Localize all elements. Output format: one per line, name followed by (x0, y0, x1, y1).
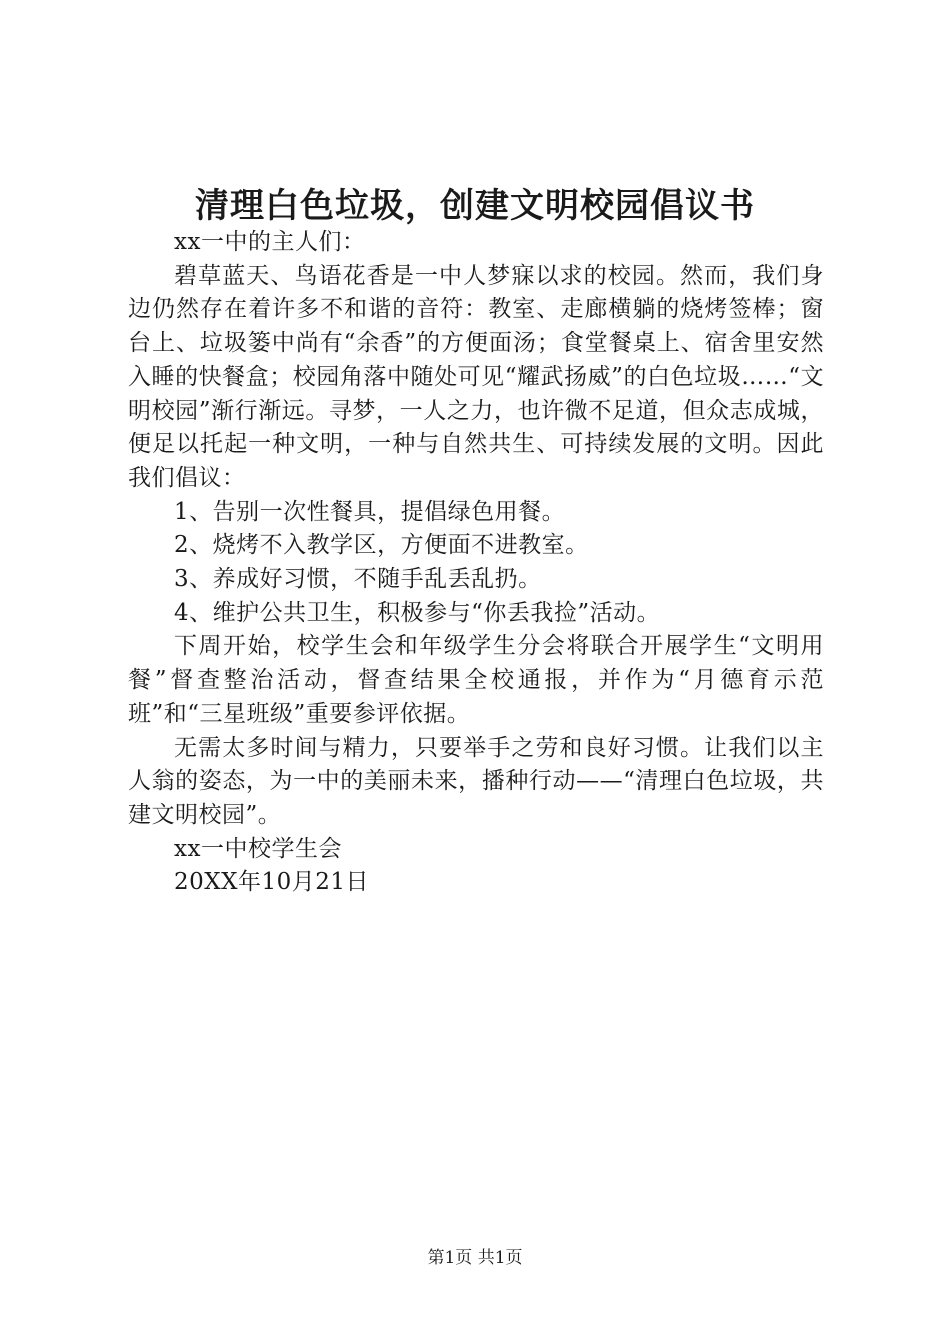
body-paragraph: 碧草蓝天、鸟语花香是一中人梦寐以求的校园。然而，我们身边仍然存在着许多不和谐的音符：教室、走廊横躺的烧烤签棒；窗台上、垃圾篓中尚有“余香”的方便面汤；食堂餐桌上、宿舍里安然入睡的快餐盒；校园角落中随处可见“耀武扬威”的白色垃圾……“文明校园”渐行渐远。寻梦，一人之力，也许微不足道，但众志成城，便足以托起一种文明，一种与自然共生、可持续发展的文明。因此我们倡议： (128, 262, 824, 491)
document-body (128, 226, 824, 900)
page-number: 第1页 共1页 (427, 1248, 523, 1268)
greeting: xx一中的主人们： (174, 229, 366, 255)
proposal-item: 1、告别一次性餐具，提倡绿色用餐。 (174, 498, 566, 525)
body-paragraph: 下周开始，校学生会和年级学生分会将联合开展学生“文明用餐”督查整治活动，督查结果全校通报，并作为“月德育示范班”和“三星班级”重要参评依据。 (128, 633, 824, 727)
document-title: 清理白色垃圾，创建文明校园倡议书 (195, 186, 755, 226)
proposal-item: 3、养成好习惯，不随手乱丢乱扔。 (174, 566, 542, 593)
proposal-item: 2、烧烤不入教学区，方便面不进教室。 (174, 532, 589, 559)
proposal-item: 4、维护公共卫生，积极参与“你丢我捡”活动。 (174, 599, 661, 626)
body-paragraph: 无需太多时间与精力，只要举手之劳和良好习惯。让我们以主人翁的姿态，为一中的美丽未来，播种行动——“清理白色垃圾，共建文明校园”。 (128, 734, 824, 828)
signature: xx一中校学生会 (174, 835, 342, 862)
date: 20XX年10月21日 (174, 869, 370, 896)
page-footer (0, 1243, 950, 1268)
